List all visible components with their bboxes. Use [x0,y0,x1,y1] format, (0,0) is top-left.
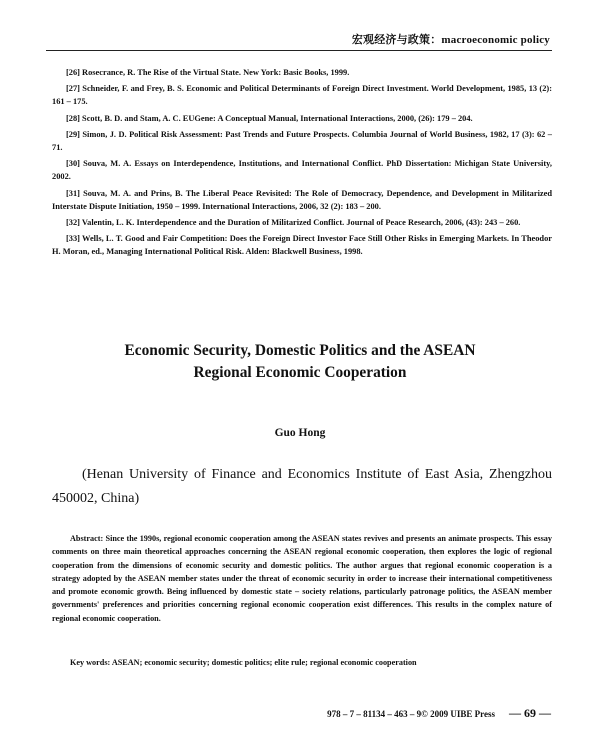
reference-item: [30] Souva, M. A. Essays on Interdependence, Institutions, and International Conflict. PhD Dissertation: Michigan State University, 2002. [52,159,552,182]
page-number: — 69 — [509,706,551,720]
reference-item: [31] Souva, M. A. and Prins, B. The Liberal Peace Revisited: The Role of Democracy, Dependence, and Development in Militarized Interstate Dispute Initiation, 1950 – 1999. International Interactions, 2006, 32 (2): 183 – 200. [52,188,552,211]
page-footer [327,706,551,721]
article-title [40,340,560,384]
keywords [52,658,552,667]
title-line-1: Economic Security, Domestic Politics and the ASEAN [124,342,476,359]
reference-item: [32] Valentin, L. K. Interdependence and the Duration of Militarized Conflict. Journal of Peace Research, 2006, (43): 243 – 260. [66,218,521,228]
reference-list [52,66,552,262]
reference-item: [33] Wells, L. T. Good and Fair Competition: Does the Foreign Direct Investor Face Still Other Risks in Emerging Markets. In Theodor H. Moran, ed., Managing International Political Risk. Alden: Blackwell Business, 1998. [52,234,552,257]
author-name: Guo Hong [274,427,326,439]
reference-item: [27] Schneider, F. and Frey, B. S. Economic and Political Determinants of Foreign Direct Investment. World Development, 1985, 13 (2): 161 – 175. [52,84,552,107]
reference-item: [28] Scott, B. D. and Stam, A. C. EUGene: A Conceptual Manual, International Interactions, 2000, (26): 179 – 204. [66,113,473,123]
header-rule [46,50,552,51]
abstract-text: Since the 1990s, regional economic cooperation among the ASEAN states revives and presents an animate prospects. This essay comments on three main theoretical approaches concerning the ASEAN regional economic cooperation, then explores the logic of regional cooperation from the dimensions of economic security and domestic politics. The author argues that regional economic cooperation is a strategy adopted by the ASEAN member states under the threat of economic security in order to increase their international competitiveness and promote economic growth. Being influenced by domestic state – society relations, particularly patronage politics, the ASEAN member governments' preferences and priorities concerning regional economic cooperation exist differences. This results in the complex nature of regional economic cooperation. [52,534,552,623]
reference-item: [26] Rosecrance, R. The Rise of the Virtual State. New York: Basic Books, 1999. [66,68,350,77]
title-line-2: Regional Economic Cooperation [193,364,407,381]
abstract [52,532,552,625]
author-affiliation: (Henan University of Finance and Economics Institute of East Asia, Zhengzhou 450002, China) [52,467,552,506]
abstract-label: Abstract: [70,534,104,543]
keywords-text: ASEAN; economic security; domestic politics; elite rule; regional economic cooperation [110,658,417,667]
footer-isbn: 978 – 7 – 81134 – 463 – 9© 2009 UIBE Press [327,709,495,719]
running-head: 宏观经济与政策：macroeconomic policy [351,34,550,46]
reference-item: [29] Simon, J. D. Political Risk Assessment: Past Trends and Future Prospects. Columbia Journal of World Business, 1982, 17 (3): 62 – 71. [52,129,552,153]
keywords-label: Key words: [70,658,111,667]
